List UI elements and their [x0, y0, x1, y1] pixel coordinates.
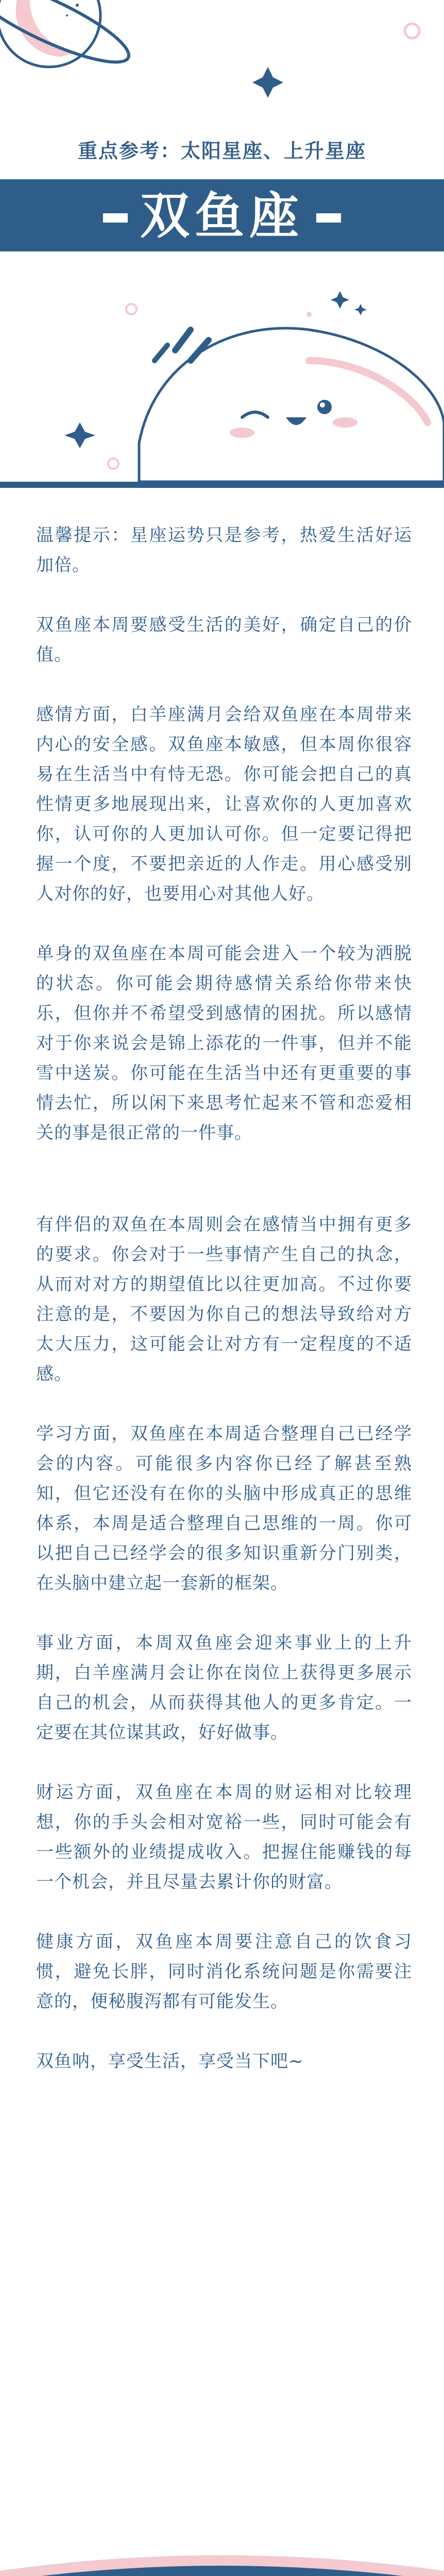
paragraph: 感情方面，白羊座满月会给双鱼座在本周带来内心的安全感。双鱼座本敏感，但本周你很容易在生活当中有恃无恐。你可能会把自己的真性情更多地展现出来，让喜欢你的人更加喜欢你，认可你的人更加认可你。但一定要记得把握一个度，不要把亲近的人作走。用心感受别人对你的好，也要用心对其他人好。	[36, 704, 412, 904]
paragraph: 学习方面，双鱼座在本周适合整理自己已经学会的内容。可能很多内容你已经了解甚至熟知，但它还没有在你的头脑中形成真正的思维体系，本周是适合整理自己思维的一周。你可以把自己已经学会的很多知识重新分门别类，在头脑中建立起一套新的框架。	[36, 1423, 412, 1594]
sparkle-icon	[331, 291, 349, 309]
cute-face-illustration	[139, 328, 444, 482]
sparkle-icon	[354, 304, 367, 315]
footer-wave	[0, 2550, 444, 2576]
paragraph: 双鱼呐，享受生活，享受当下吧~	[36, 2051, 304, 2072]
sparkle-icon	[64, 422, 95, 448]
small-circle-decoration	[405, 24, 419, 38]
paragraph: 单身的双鱼座在本周可能会进入一个较为洒脱的状态。你可能会期待感情关系给你带来快乐，但你并不希望受到感情的困扰。所以感情对于你来说会是锦上添花的一件事，但并不能雪中送炭。你可能在生活当中还有更重要的事情去忙，所以闲下来思考忙起来不管和恋爱相关的事是很正常的一件事。	[36, 943, 412, 1143]
article-content	[36, 520, 412, 2076]
header-decoration	[0, 0, 444, 515]
page-title: 双鱼座	[140, 187, 304, 245]
paragraph: 事业方面，本周双鱼座会迎来事业上的上升期，白羊座满月会让你在岗位上获得更多展示自己的机会，从而获得其他人的更多肯定。一定要在其位谋其政，好好做事。	[36, 1633, 412, 1743]
subtitle: 重点参考：太阳星座、上升星座	[77, 140, 366, 162]
planet-icon	[0, 0, 137, 76]
sparkle-icon	[252, 67, 283, 98]
paragraph: 双鱼座本周要感受生活的美好，确定自己的价值。	[36, 615, 412, 665]
paragraph: 财运方面，双鱼座在本周的财运相对比较理想，你的手头会相对宽裕一些，同时可能会有一些额外的业绩提成收入。把握住能赚钱的每一个机会，并且尽量去累计你的财富。	[36, 1782, 412, 1892]
paragraph: 温馨提示：星座运势只是参考，热爱生活好运加倍。	[36, 525, 412, 575]
paragraph: 有伴侣的双鱼在本周则会在感情当中拥有更多的要求。你会对于一些事情产生自己的执念，从而对对方的期望值比以往更加高。不过你要注意的是，不要因为你自己的想法导致给对方太大压力，这可能会让对方有一定程度的不适感。	[36, 1214, 412, 1384]
paragraph: 健康方面，双鱼座本周要注意自己的饮食习惯，避免长胖，同时消化系统问题是你需要注意的，便秘腹泻都有可能发生。	[36, 1931, 412, 2012]
